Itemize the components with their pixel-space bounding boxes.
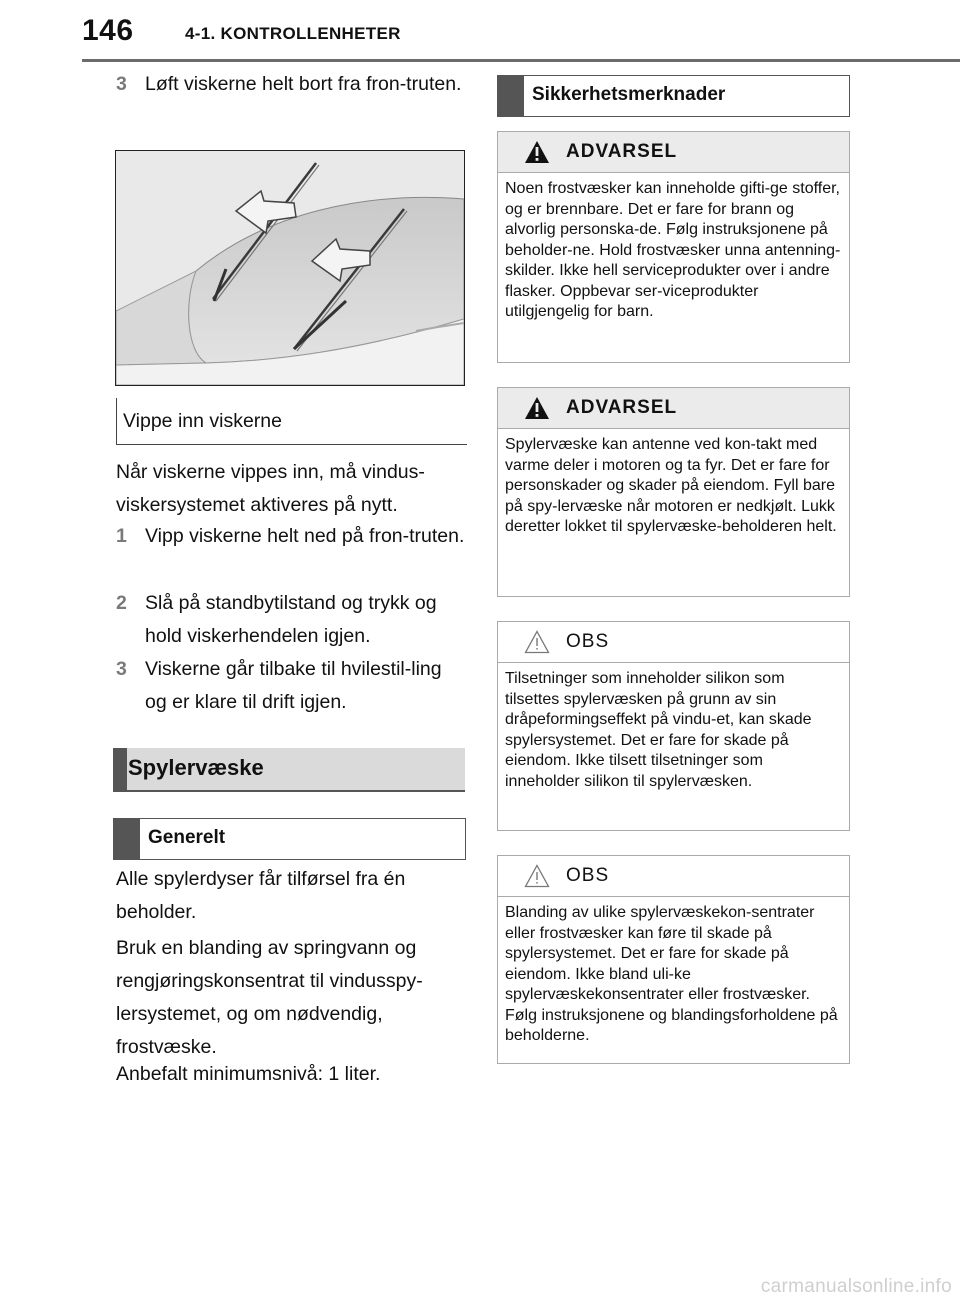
step-number: 3 (116, 658, 127, 680)
section-heading-spylervaeske (113, 748, 465, 792)
notice-header (498, 388, 849, 429)
caution-triangle-outline-icon (524, 864, 550, 893)
warning-notice (497, 387, 850, 597)
heading-accent-bar (114, 819, 140, 859)
subheading-text: Generelt (148, 827, 226, 848)
warning-triangle-filled-icon (524, 140, 550, 169)
header-rule (82, 59, 960, 62)
notice-label: OBS (566, 631, 610, 652)
figure-caption-frame (116, 398, 467, 445)
notice-label: ADVARSEL (566, 141, 678, 162)
notice-text: Blanding av ulike spylervæskekon-sentrater eller frostvæsker kan føre til skade på spylersystemet. Det er fare for skade på eiendom. Ikke bland uli-ke spylervæskekonsentrater eller frostvæsker. Følg instruksjonene og blandingsforholdene på beholderne. (505, 904, 838, 1044)
notice-header (498, 856, 849, 897)
step-number: 1 (116, 525, 127, 547)
paragraph-dyser: Alle spylerdyser får tilførsel fra én beholder. (116, 868, 406, 923)
notice-text: Tilsetninger som inneholder silikon som tilsettes spylervæsken på grunn av sin dråpeformingseffekt på vindu-et, kan skade spylersystemet. Det er fare for skade på eiendom. Ikke tilsett tilsetninger som inneholder silikon til spylervæsken. (505, 670, 812, 790)
subheading-generelt (113, 818, 466, 860)
figure-caption: Vippe inn viskerne (123, 410, 282, 432)
subheading-sikkerhetsmerknader (497, 75, 850, 117)
notice-text: Spylervæske kan antenne ved kon-takt med varme deler i motoren og ta fyr. Det er fare for personskader og skader på eiendom. Fyll bare på spy-lervæske når motoren er nedkjølt. Lukk deretter lokket til spylervæske-beholderen helt. (505, 436, 837, 535)
notice-label: ADVARSEL (566, 397, 678, 418)
warning-notice (497, 131, 850, 363)
step-text: Slå på standbytilstand og trykk og hold viskerhendelen igjen. (145, 592, 437, 647)
paragraph-blanding: Bruk en blanding av springvann og rengjøringskonsentrat til vindusspy-lersystemet, og om nødvendig, frostvæske. (116, 937, 423, 1058)
step-number: 3 (116, 73, 127, 95)
paragraph-minimum: Anbefalt minimumsnivå: 1 liter. (116, 1063, 381, 1085)
step-text: Løft viskerne helt bort fra fron-truten. (145, 73, 462, 95)
caution-notice (497, 855, 850, 1064)
section-heading-text: Spylervæske (128, 755, 264, 780)
subheading-text: Sikkerhetsmerknader (532, 84, 726, 105)
page-number: 146 (82, 14, 134, 47)
site-watermark: carmanualsonline.info (760, 1276, 952, 1297)
caution-triangle-outline-icon (524, 630, 550, 659)
step-item (116, 520, 465, 553)
warning-triangle-filled-icon (524, 396, 550, 425)
notice-text: Noen frostvæsker kan inneholde gifti-ge stoffer, og er brennbare. Det er fare for brann og alvorlig personska-de. Følg instruksjonene på beholder-ne. Hold frostvæsker unna antenning-skilder. Ikke hell serviceprodukter over i andre flasker. Oppbevar ser-viceprodukter utilgjengelig for barn. (505, 180, 841, 320)
step-lift-wipers (116, 68, 465, 101)
notice-header (498, 132, 849, 173)
step-number: 2 (116, 592, 127, 614)
step-item (116, 587, 465, 653)
notice-label: OBS (566, 865, 610, 886)
step-item (116, 653, 465, 719)
heading-accent-bar (113, 748, 127, 790)
wiper-illustration (115, 150, 465, 386)
section-title: 4-1. KONTROLLENHETER (185, 24, 401, 43)
intro-paragraph: Når viskerne vippes inn, må vindus-viskersystemet aktiveres på nytt. (116, 461, 425, 516)
notice-header (498, 622, 849, 663)
step-text: Vipp viskerne helt ned på fron-truten. (145, 525, 465, 547)
caution-notice (497, 621, 850, 831)
step-text: Viskerne går tilbake til hvilestil-ling og er klare til drift igjen. (145, 658, 442, 713)
heading-accent-bar (498, 76, 524, 116)
